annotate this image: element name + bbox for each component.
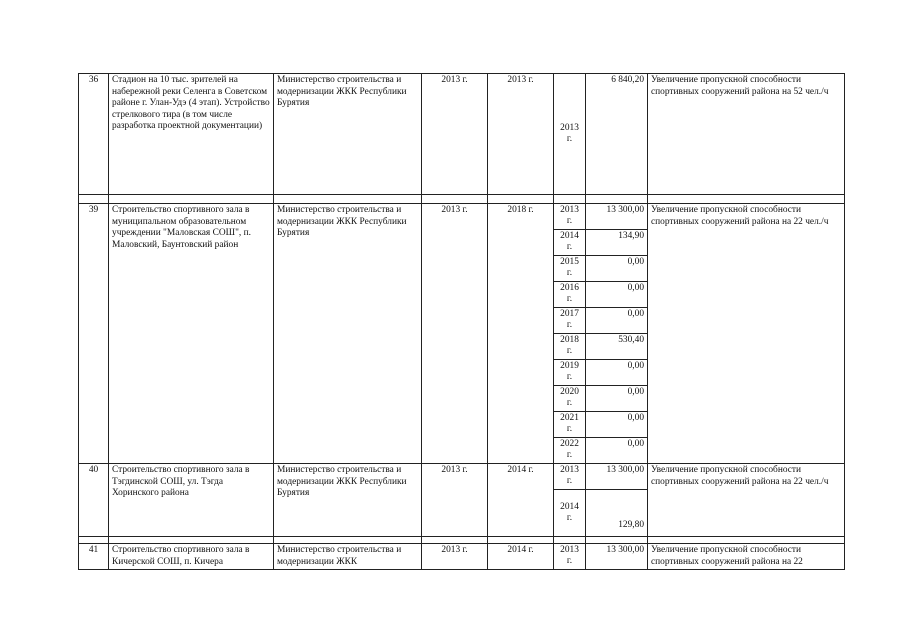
- blank-cell: [586, 537, 648, 544]
- funding-amount: 6 840,20: [586, 74, 648, 195]
- funding-year: 2020 г.: [554, 386, 586, 412]
- customer-name: Министерство строительства и модернизации ЖКК Республики Бурятия: [274, 74, 422, 195]
- funding-amount: 13 300,00: [586, 544, 648, 570]
- blank-cell: [488, 537, 554, 544]
- funding-year: 2013 г.: [554, 464, 586, 490]
- object-name: Строительство спортивного зала в Кичерской СОШ, п. Кичера: [109, 544, 274, 570]
- funding-amount: 0,00: [586, 438, 648, 464]
- funding-amount: 530,40: [586, 334, 648, 360]
- program-table: [78, 73, 845, 570]
- end-year: 2018 г.: [488, 204, 554, 464]
- blank-cell: [648, 537, 845, 544]
- row-number: 40: [79, 464, 109, 537]
- object-name: Строительство спортивного зала в муниципальном образовательном учреждении "Маловская СОШ", п. Маловский, Баунтовский район: [109, 204, 274, 464]
- funding-amount: 0,00: [586, 360, 648, 386]
- end-year: 2014 г.: [488, 464, 554, 537]
- funding-year: 2014 г.: [554, 230, 586, 256]
- row-number: 36: [79, 74, 109, 195]
- funding-amount: 0,00: [586, 256, 648, 282]
- customer-name: Министерство строительства и модернизации ЖКК: [274, 544, 422, 570]
- start-year: 2013 г.: [422, 464, 488, 537]
- blank-cell: [554, 195, 586, 204]
- funding-year: 2017 г.: [554, 308, 586, 334]
- end-year: 2013 г.: [488, 74, 554, 195]
- table-row: [79, 464, 845, 490]
- blank-cell: [109, 537, 274, 544]
- funding-year: 2013 г.: [554, 74, 586, 195]
- start-year: 2013 г.: [422, 544, 488, 570]
- customer-name: Министерство строительства и модернизации ЖКК Республики Бурятия: [274, 464, 422, 537]
- expected-effect: Увеличение пропускной способности спортивных сооружений района на 22 чел./ч: [648, 464, 845, 537]
- object-name: Стадион на 10 тыс. зрителей на набережной реки Селенга в Советском районе г. Улан-Удэ (4 этап). Устройство стрелкового тира (в том числе разработка проектной документации): [109, 74, 274, 195]
- funding-year: 2016 г.: [554, 282, 586, 308]
- blank-cell: [109, 195, 274, 204]
- funding-amount: 0,00: [586, 308, 648, 334]
- funding-amount: 129,80: [586, 490, 648, 537]
- blank-cell: [274, 195, 422, 204]
- funding-year: 2013 г.: [554, 204, 586, 230]
- customer-name: Министерство строительства и модернизации ЖКК Республики Бурятия: [274, 204, 422, 464]
- blank-cell: [79, 195, 109, 204]
- table-row-spacer: [79, 195, 845, 204]
- blank-cell: [586, 195, 648, 204]
- blank-cell: [554, 537, 586, 544]
- start-year: 2013 г.: [422, 74, 488, 195]
- funding-amount: 134,90: [586, 230, 648, 256]
- blank-cell: [422, 195, 488, 204]
- funding-amount: 0,00: [586, 282, 648, 308]
- table-row: [79, 74, 845, 195]
- funding-amount: 0,00: [586, 412, 648, 438]
- expected-effect: Увеличение пропускной способности спортивных сооружений района на 22: [648, 544, 845, 570]
- funding-year: 2015 г.: [554, 256, 586, 282]
- row-number: 41: [79, 544, 109, 570]
- table-row: [79, 544, 845, 570]
- blank-cell: [648, 195, 845, 204]
- table-row: [79, 204, 845, 230]
- expected-effect: Увеличение пропускной способности спортивных сооружений района на 52 чел./ч: [648, 74, 845, 195]
- funding-year: 2014 г.: [554, 490, 586, 537]
- blank-cell: [422, 537, 488, 544]
- funding-year: 2013 г.: [554, 544, 586, 570]
- expected-effect: Увеличение пропускной способности спортивных сооружений района на 22 чел./ч: [648, 204, 845, 464]
- start-year: 2013 г.: [422, 204, 488, 464]
- table-row-spacer: [79, 537, 845, 544]
- funding-year: 2021 г.: [554, 412, 586, 438]
- funding-year: 2018 г.: [554, 334, 586, 360]
- funding-year: 2022 г.: [554, 438, 586, 464]
- blank-cell: [274, 537, 422, 544]
- funding-year: 2019 г.: [554, 360, 586, 386]
- funding-amount: 13 300,00: [586, 204, 648, 230]
- end-year: 2014 г.: [488, 544, 554, 570]
- funding-amount: 0,00: [586, 386, 648, 412]
- funding-amount: 13 300,00: [586, 464, 648, 490]
- blank-cell: [488, 195, 554, 204]
- blank-cell: [79, 537, 109, 544]
- object-name: Строительство спортивного зала в Тэгдинской СОШ, ул. Тэгда Хоринского района: [109, 464, 274, 537]
- row-number: 39: [79, 204, 109, 464]
